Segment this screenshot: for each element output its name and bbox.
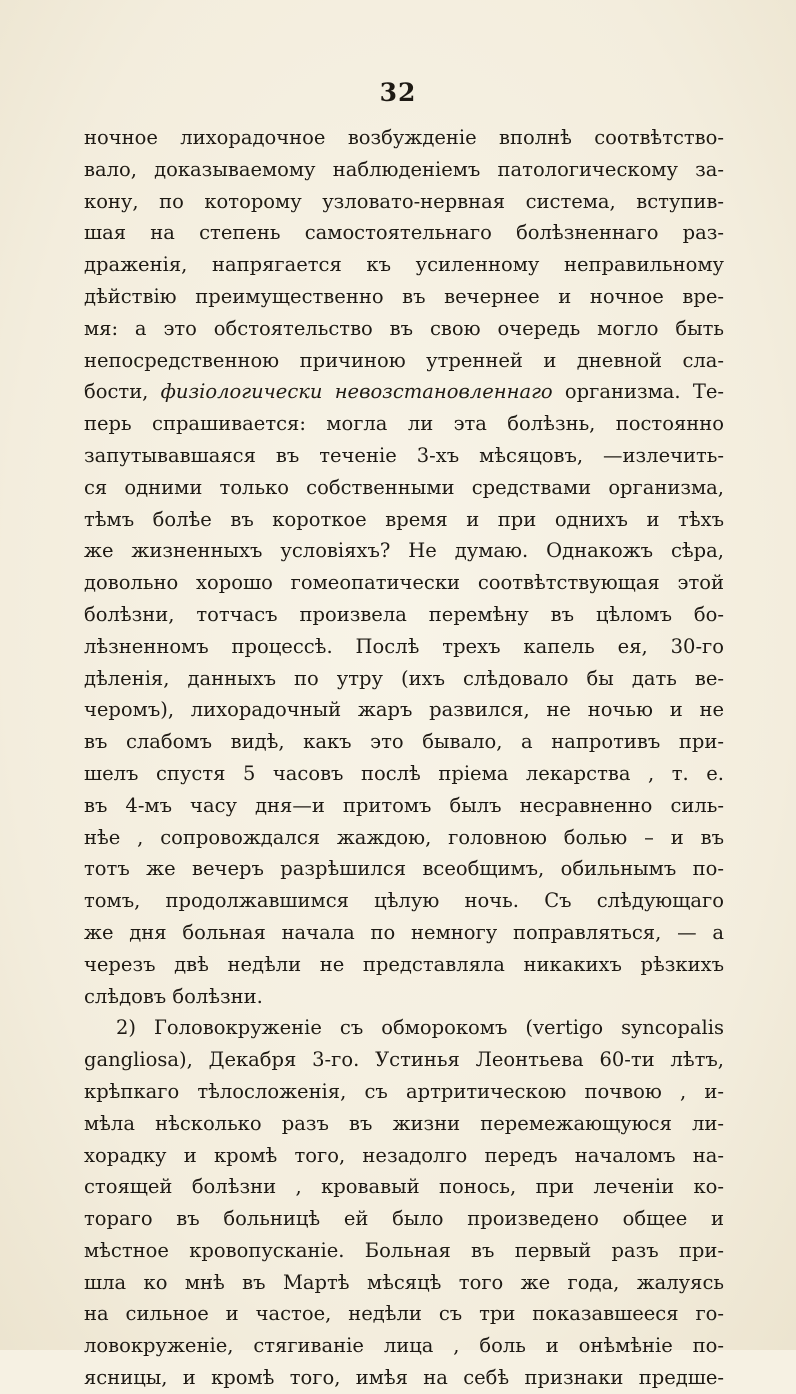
text-line: лѣзненномъ процессѣ. Послѣ трехъ капель ея, 30-го	[84, 634, 724, 658]
italic-emphasis: физіологически невозстановленнаго	[160, 380, 553, 404]
text-line	[84, 376, 724, 408]
text-line: томъ, продолжавшимся цѣлую ночь. Съ слѣдующаго	[84, 889, 724, 913]
text-line: дѣленія, данныхъ по утру (ихъ слѣдовало бы дать ве-	[84, 666, 724, 690]
text-line: на сильное и частое, недѣли съ три показавшееся го-	[84, 1302, 724, 1326]
text-line: gangliosa), Декабря 3-го. Устинья Леонтьева 60-ти лѣтъ,	[84, 1048, 724, 1072]
text-line: непосредственною причиною утренней и дневной сла-	[84, 348, 724, 372]
text-line: ночное лихорадочное возбужденіе вполнѣ соотвѣтство-	[84, 126, 724, 149]
text-line: ловокруженіе, стягиваніе лица , боль и онѣмѣніе по-	[84, 1334, 724, 1358]
text-line: мѣла нѣсколько разъ въ жизни перемежающуюся ли-	[84, 1111, 724, 1135]
text-line: мя: а это обстоятельство въ свою очередь могло быть	[84, 316, 724, 340]
text-line: слѣдовъ болѣзни.	[84, 984, 263, 1008]
text-line: въ слабомъ видѣ, какъ это бывало, а напротивъ при-	[84, 730, 724, 754]
text-line: 2) Головокруженіе съ обморокомъ (vertigo syncopalis	[116, 1016, 724, 1040]
text-line: хорадку и кромѣ того, незадолго передъ началомъ на-	[84, 1143, 724, 1167]
text-line: перь спрашивается: могла ли эта болѣзнь, постоянно	[84, 412, 724, 436]
text-segment: бости,	[84, 380, 161, 404]
text-line: болѣзни, тотчасъ произвела перемѣну въ цѣломъ бо-	[84, 602, 724, 626]
text-line: довольно хорошо гомеопатически соотвѣтствующая этой	[84, 571, 724, 595]
text-line: ясницы, и кромѣ того, имѣя на себѣ признаки предше-	[84, 1366, 724, 1390]
text-line: запутывавшаяся въ теченіе 3-хъ мѣсяцовъ, —излечить-	[84, 443, 724, 467]
text-line: шелъ спустя 5 часовъ послѣ пріема лекарства , т. е.	[84, 761, 724, 785]
text-line: драженія, напрягается къ усиленному неправильному	[84, 253, 724, 277]
text-line: въ 4-мъ часу дня—и притомъ былъ несравненно силь-	[84, 793, 724, 817]
text-line: тотъ же вечеръ разрѣшился всеобщимъ, обильнымъ по-	[84, 857, 724, 881]
body-text	[84, 122, 724, 1394]
text-line: же жизненныхъ условіяхъ? Не думаю. Однакожъ сѣра,	[84, 539, 724, 563]
text-line: шла ко мнѣ въ Мартѣ мѣсяцѣ того же года, жалуясь	[84, 1270, 724, 1294]
text-line: черомъ), лихорадочный жаръ развился, не ночью и не	[84, 698, 724, 722]
text-line: мѣстное кровопусканіе. Больная въ первый разъ при-	[84, 1238, 724, 1262]
text-line: шая на степень самостоятельнаго болѣзненнаго раз-	[84, 221, 724, 245]
text-line: нѣе , сопровождался жаждою, головною болью – и въ	[84, 825, 724, 849]
text-line: кону, по которому узловато-нервная система, вступив-	[84, 189, 724, 213]
text-line: же дня больная начала по немногу поправляться, — а	[84, 920, 724, 944]
text-line: черезъ двѣ недѣли не представляла никакихъ рѣзкихъ	[84, 952, 724, 976]
text-line: стоящей болѣзни , кровавый понось, при леченіи ко-	[84, 1175, 724, 1199]
page-number: 32	[379, 78, 417, 107]
text-line: дѣйствію преимущественно въ вечернее и ночное вре-	[84, 284, 724, 308]
text-line: вало, доказываемому наблюденіемъ патологическому за-	[84, 157, 724, 181]
text-line: крѣпкаго тѣлосложенія, съ артритическою почвою , и-	[84, 1079, 724, 1103]
text-line: тораго въ больницѣ ей было произведено общее и	[84, 1207, 724, 1231]
text-segment: организма. Те-	[552, 380, 725, 404]
text-line: тѣмъ болѣе въ короткое время и при однихъ и тѣхъ	[84, 507, 724, 531]
text-line: ся одними только собственными средствами организма,	[84, 475, 724, 499]
